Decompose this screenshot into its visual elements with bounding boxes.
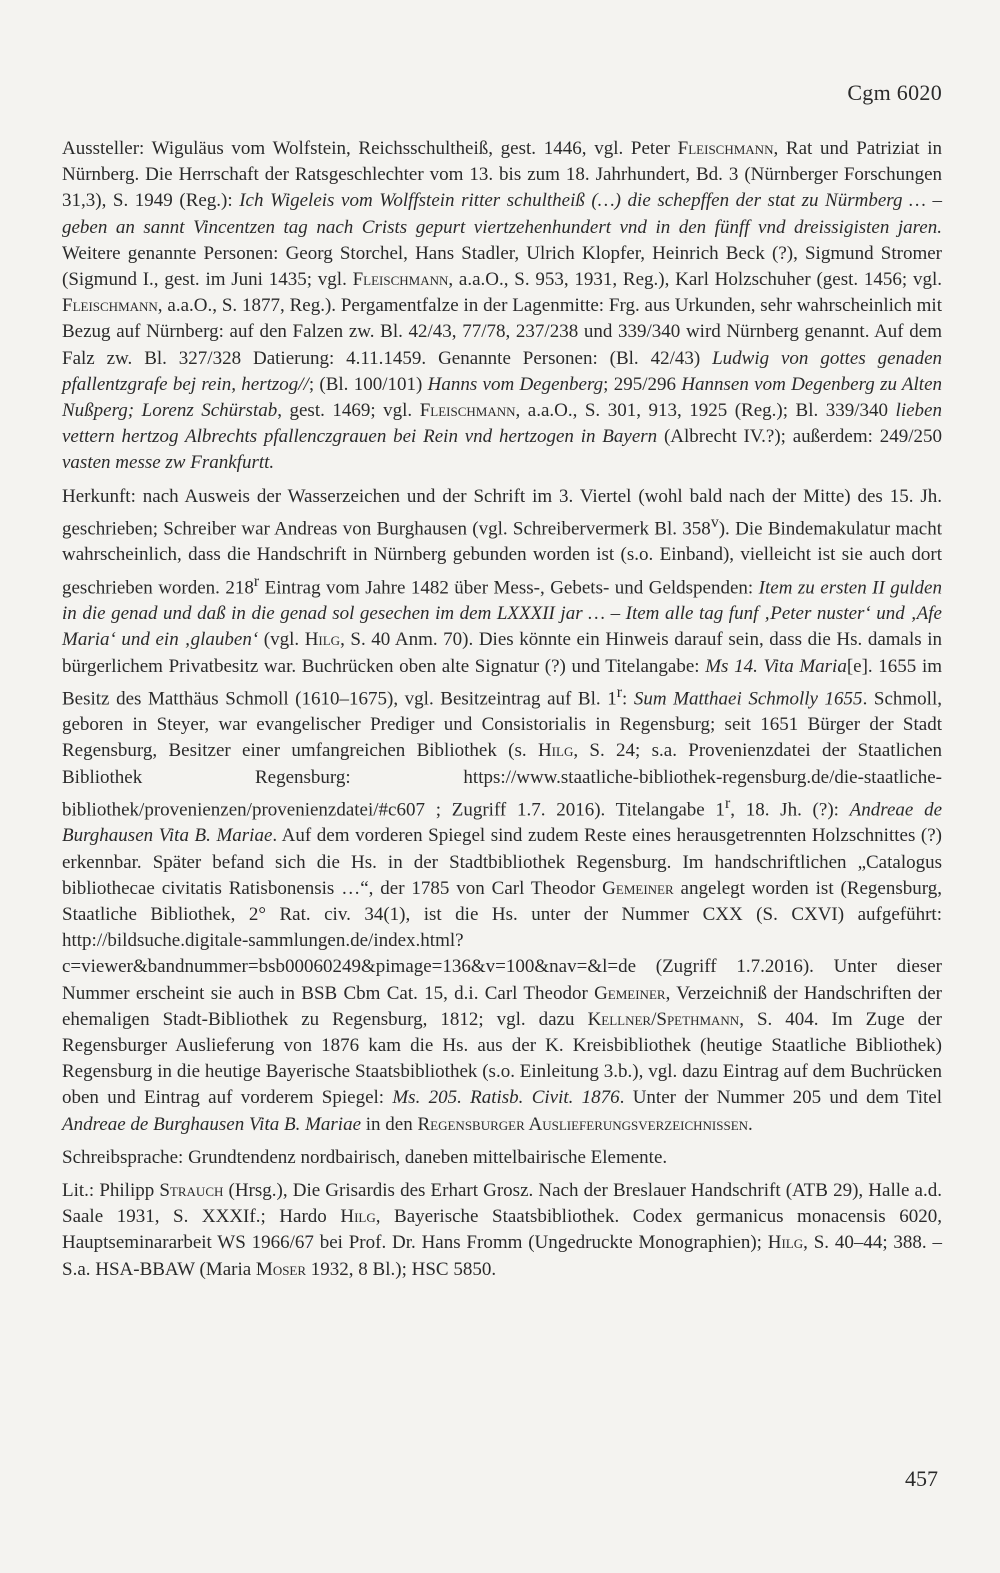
text-run: Ludwig von gottes genaden pfallentzgrafe bej rein, hertzog// (62, 347, 942, 395)
text-run: vasten messe zw Frankfurtt. (62, 452, 275, 474)
text-run: , gest. 1469; vgl. (277, 400, 420, 422)
text-run: (Hrsg.), Die Grisardis des Erhart Grosz. Nach der Breslauer Handschrift (ATB 29), Halle a.d. Saale 1931, S. XXXIf.; Hardo (62, 1180, 942, 1228)
text-run: , Bayerische Staatsbibliothek. Codex germanicus monacensis 6020, Hauptseminararbeit WS 1966/67 bei Prof. Dr. Hans Fromm (Ungedruckte Monographien); (62, 1206, 943, 1254)
text-run: Gemeiner (602, 877, 674, 899)
text-run: Schreibsprache: Grundtendenz nordbairisch, daneben mittelbairische Elemente. (62, 1146, 668, 1168)
paragraph-literatur (62, 1178, 942, 1283)
text-run: Sum Matthaei Schmolly 1655 (633, 688, 863, 710)
page-number: 457 (905, 1466, 938, 1491)
text-run: Kellner/Spethmann (587, 1008, 740, 1030)
text-run: Fleischmann (677, 138, 774, 159)
text-run: r (253, 572, 260, 590)
text-run: Moser (255, 1258, 307, 1280)
text-run: Eintrag vom Jahre 1482 über Mess-, Gebets- und Geldspenden: (259, 576, 759, 598)
text-run: , a.a.O., S. 953, 1931, Reg.), Karl Holzschuher (gest. 1456; vgl. (448, 269, 942, 291)
text-run: Hilg (767, 1232, 804, 1254)
text-run: Item zu ersten II gulden in die genad und daß in die genad sol gesechen im dem LXXXII jar … (62, 576, 942, 625)
text-run: Hanns vom Degenberg (427, 373, 604, 395)
text-run: Item alle tag funf ‚Peter nuster‘ und ‚Afe Maria‘ und ein ‚glauben‘ (62, 603, 942, 651)
text-run: (Albrecht IV.?); außerdem: 249/250 (657, 426, 942, 448)
text-run: , Rat und Patriziat in Nürnberg. Die Herrschaft der Ratsgeschlechter vom 13. bis zum 18. Jahrhundert, Bd. 3 (Nürnberger Forschungen 31,3), S. 1949 (Reg.): (62, 138, 942, 212)
text-run: Andreae de Burghausen Vita B. Mariae (62, 1113, 362, 1135)
text-run: r (616, 683, 622, 701)
text-run: ). Die Bindemakulatur macht wahrscheinlich, dass die Handschrift in Nürnberg gebunden worden ist (s.o. Einband), vielleicht ist sie auch dort geschrieben worden. 218 (62, 518, 942, 598)
text-run: , a.a.O., S. 1877, Reg.). Pergamentfalze in der Lagenmitte: Frg. aus Urkunden, sehr wahrscheinlich mit Bezug auf Nürnberg: auf den Falzen zw. Bl. 42/43, 77/78, 237/238 und 339/340 wird Nürnberg genannt. Auf dem Falz zw. Bl. 327/328 Datierung: 4.11.1459. Genannte Personen: (Bl. 42/43) (62, 295, 942, 369)
text-run: , S. 404. Im Zuge der Regensburger Auslieferung von 1876 kam die Hs. aus der K. Kreisbibliothek (heutige Staatliche Bibliothek) Regensburg in die heutige Bayerische Staatsbibliothek (s.o. Einleitung 3.b.), vgl. dazu Eintrag auf dem Buchrücken oben und Eintrag auf vorderem Spiegel: (62, 1008, 942, 1109)
text-run: , S. 40 Anm. 70). Dies könnte ein Hinweis darauf sein, dass die Hs. damals in bürgerlichem Privatbesitz war. Buchrücken oben alte Signatur (?) und Titelangabe: (62, 629, 943, 677)
text-run: angelegt worden ist (Regensburg, Staatliche Bibliothek, 2° Rat. civ. 34(1), ist die Hs. unter der Nummer CXX (S. CXVI) aufgeführt: http://bildsuche.digitale-sammlungen.de/index.html?c=viewer&bandnummer=bsb00060249&pimage=136&v=100&nav=&l=de (Zugriff 1.7.2016). Unter dieser Nummer erscheint sie auch in BSB Cbm Cat. 15, d.i. Carl Theodor (62, 877, 942, 1004)
text-run: . Schmoll, geboren in Steyer, war evangelischer Prediger und Consistorialis in Regensburg; seit 1651 Bürger der Stadt Regensburg, Besitzer einer umfangreichen Bibliothek (s. (62, 688, 942, 762)
text-run: ; 295/296 (603, 373, 682, 395)
text-run: ; (Bl. 100/101) (308, 373, 428, 395)
text-run: r (724, 794, 731, 812)
text-run: [e]. 1655 im Besitz des Matthäus Schmoll (1610–1675), vgl. Besitzeintrag auf Bl. 1 (62, 655, 942, 710)
paragraph-aussteller (62, 136, 942, 477)
text-run: , S. 40–44; 388. – S.a. HSA-BBAW (Maria (62, 1232, 942, 1280)
running-header: Cgm 6020 (847, 80, 942, 105)
text-run: Hilg (304, 629, 341, 651)
text-run: : (622, 688, 634, 710)
text-run: Ich Wigeleis vom Wolffstein ritter schultheiß (…) die schepffen der stat zu Nürmberg … (239, 190, 926, 212)
text-run: Strauch (159, 1180, 224, 1202)
text-run: Hannsen vom Degenberg zu Alten Nußperg; Lorenz Schürstab (62, 373, 943, 422)
text-run: v (710, 513, 719, 531)
text-run: – (605, 603, 626, 625)
text-run: , Verzeichniß der Handschriften der ehemaligen Stadt-Bibliothek zu Regensburg, 1812; vgl. dazu (62, 982, 942, 1030)
text-run: , 18. Jh. (?): (730, 799, 850, 821)
text-run: Hilg (537, 740, 574, 762)
text-run: Aussteller: Wiguläus vom Wolfstein, Reichsschultheiß, gest. 1446, vgl. Peter (62, 138, 678, 159)
text-run: lieben vettern hertzog Albrechts pfallenczgrauen bei Rein vnd hertzogen in Bayern (62, 400, 942, 448)
text-run: Regensburger Auslieferungsverzeichnissen (417, 1113, 749, 1135)
text-run: Weitere genannte Personen: Georg Storchel, Hans Stadler, Ulrich Klopfer, Heinrich Beck (?), Sigmund Stromer (Sigmund I., gest. im Juni 1435; vgl. (62, 242, 942, 291)
text-run: – (925, 190, 942, 212)
text-run: Fleischmann (352, 269, 449, 291)
text-run: Fleischmann (419, 400, 516, 422)
text-run: Ms 14. Vita Maria (705, 655, 847, 677)
text-run: (vgl. (258, 629, 305, 651)
text-run: Ms. 205. Ratisb. Civit. 1876 (392, 1087, 620, 1109)
text-run: . Unter der Nummer 205 und dem Titel (619, 1087, 942, 1109)
text-run: in den (361, 1113, 418, 1135)
text-run: 1932, 8 Bl.); HSC 5850. (306, 1258, 497, 1280)
text-run: , S. 24; s.a. Provenienzdatei der Staatlichen Bibliothek Regensburg: https://www.staatliche-bibliothek-regensburg.de/die-staatliche-bibliothek/provenienzen/provenienzdatei/#c607 ; Zugriff 1.7. 2016). Titelangabe 1 (62, 740, 943, 821)
text-run: geben an sannt Vincentzen tag nach Crists gepurt viertzehenhundert vnd in den fünff vnd dreissigisten jaren. (62, 216, 942, 238)
text-run: . Auf dem vorderen Spiegel sind zudem Reste eines herausgetrennten Holzschnittes (?) erkennbar. Später befand sich die Hs. in der Stadtbibliothek Regensburg. Im handschriftlichen „Catalogus bibliothecae civitatis Ratisbonensis …“, der 1785 von Carl Theodor (62, 825, 943, 899)
paragraph-herkunft (62, 484, 942, 1138)
text-run: Fleischmann (62, 295, 158, 317)
text-run: . (748, 1113, 753, 1135)
catalog-entry-body (62, 136, 942, 1290)
text-run: Gemeiner (594, 982, 666, 1004)
text-run: Lit.: Philipp (62, 1180, 160, 1202)
paragraph-schreibsprache (62, 1145, 942, 1171)
text-run: Hilg (340, 1206, 376, 1228)
text-run: Andreae de Burghausen Vita B. Mariae (62, 799, 942, 847)
text-run: Herkunft: nach Ausweis der Wasserzeichen und der Schrift im 3. Viertel (wohl bald nach der Mitte) des 15. Jh. geschrieben; Schreiber war Andreas von Burghausen (vgl. Schreibervermerk Bl. 358 (62, 485, 942, 540)
text-run: , a.a.O., S. 301, 913, 1925 (Reg.); Bl. 339/340 (515, 400, 896, 422)
